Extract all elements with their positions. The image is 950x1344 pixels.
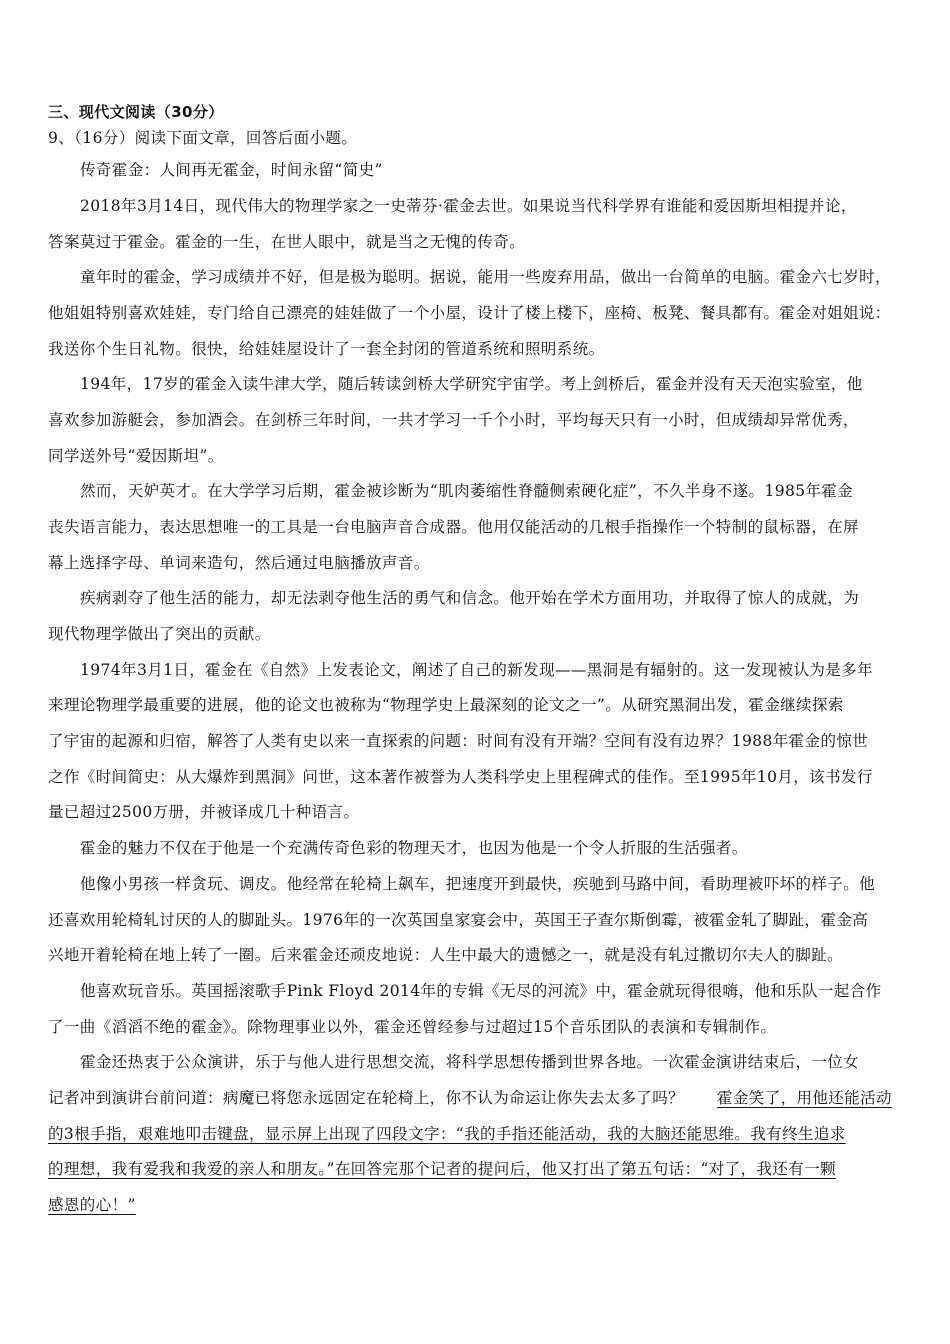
- paragraph-line: 了一曲《滔滔不绝的霍金》。除物理事业以外，霍金还曾经参与过超过15个音乐团队的表演和专辑制作。: [48, 1018, 777, 1036]
- underlined-text: 感恩的心！”: [48, 1196, 136, 1214]
- paragraph-line: 霍金的魅力不仅在于他是一个充满传奇色彩的物理天才，也因为他是一个令人折服的生活强者。: [80, 839, 748, 857]
- paragraph-line: 1974年3月1日，霍金在《自然》上发表论文，阐述了自己的新发现——黑洞是有辐射的。这一发现被认为是多年: [80, 661, 873, 679]
- paragraph-line: 194年，17岁的霍金入读牛津大学，随后转读剑桥大学研究宇宙学。考上剑桥后，霍金并没有天天泡实验室，他: [80, 375, 863, 393]
- paragraph-line: 量已超过2500万册，并被译成几十种语言。: [48, 803, 360, 821]
- paragraph-line: 了宇宙的起源和归宿，解答了人类有史以来一直探索的问题：时间有没有开端？空间有没有边界？1988年霍金的惊世: [48, 732, 869, 750]
- paragraph-line: 答案莫过于霍金。霍金的一生，在世人眼中，就是当之无愧的传奇。: [48, 233, 526, 251]
- underlined-text: 的理想，我有爱我和我爱的亲人和朋友。”在回答完那个记者的提问后，他又打出了第五句话：“对了，我还有一颗: [48, 1160, 837, 1178]
- underlined-text: 霍金笑了，用他还能活动: [717, 1089, 892, 1107]
- paragraph-line: 童年时的霍金，学习成绩并不好，但是极为聪明。据说，能用一些废弃用品，做出一台简单的电脑。霍金六七岁时，: [80, 268, 891, 286]
- paragraph-line: 还喜欢用轮椅轧讨厌的人的脚趾头。1976年的一次英国皇家宴会中，英国王子查尔斯倒霉，被霍金轧了脚趾，霍金高: [48, 911, 869, 929]
- question-line: 9、（16分）阅读下面文章，回答后面小题。: [48, 129, 358, 147]
- paragraph-line: 记者冲到演讲台前问道：病魔已将您永远固定在轮椅上，你不认为命运让你失去太多了吗？: [48, 1089, 685, 1107]
- paragraph-line: 我送你个生日礼物。很快，给娃娃屋设计了一套全封闭的管道系统和照明系统。: [48, 340, 605, 358]
- paragraph-line: 疾病剥夺了他生活的能力，却无法剥夺他生活的勇气和信念。他开始在学术方面用功，并取得了惊人的成就，为: [80, 589, 860, 607]
- article-title: 传奇霍金：人间再无霍金，时间永留“简史”: [80, 161, 383, 179]
- underlined-text: 的3根手指，艰难地叩击键盘，显示屏上出现了四段文字：“我的手指还能活动，我的大脑还能思维。我有终生追求: [48, 1125, 846, 1143]
- paragraph-line: 兴地开着轮椅在地上转了一圈。后来霍金还顽皮地说：人生中最大的遗憾之一，就是没有轧过撒切尔夫人的脚趾。: [48, 946, 844, 964]
- paragraph-line: 丧失语言能力，表达思想唯一的工具是一台电脑声音合成器。他用仅能活动的几根手指操作一个特制的鼠标器，在屏: [48, 518, 859, 536]
- paragraph-line: 他喜欢玩音乐。英国摇滚歌手Pink Floyd 2014年的专辑《无尽的河流》中，霍金就玩得很嗨，他和乐队一起合作: [80, 982, 882, 1000]
- paragraph-line: 然而，天妒英才。在大学学习后期，霍金被诊断为“肌肉萎缩性脊髓侧索硬化症”，不久半身不遂。1985年霍金: [80, 482, 854, 500]
- paragraph-line: 幕上选择字母、单词来造句，然后通过电脑播放声音。: [48, 554, 430, 572]
- paragraph-line: 同学送外号“爱因斯坦”。: [48, 447, 224, 465]
- paragraph-line: 现代物理学做出了突出的贡献。: [48, 625, 271, 643]
- paragraph-line: 2018年3月14日，现代伟大的物理学家之一史蒂芬·霍金去世。如果说当代科学界有谁能和爱因斯坦相提并论，: [80, 197, 857, 215]
- paragraph-line: 喜欢参加游艇会，参加酒会。在剑桥三年时间，一共才学习一千个小时，平均每天只有一小时，但成绩却异常优秀，: [48, 411, 859, 429]
- paragraph-line: 他姐姐特别喜欢娃娃，专门给自己漂亮的娃娃做了一个小屋，设计了楼上楼下，座椅、板凳、餐具都有。霍金对姐姐说：: [48, 304, 891, 322]
- paragraph-line: 他像小男孩一样贪玩、调皮。他经常在轮椅上飙车，把速度开到最快，疾驰到马路中间，看助理被吓坏的样子。他: [80, 875, 876, 893]
- section-title: 三、现代文阅读（30分）: [48, 103, 224, 121]
- paragraph-line: 之作《时间简史：从大爆炸到黑洞》问世，这本著作被誉为人类科学史上里程碑式的佳作。至1995年10月，该书发行: [48, 768, 873, 786]
- paragraph-line: 来理论物理学最重要的进展，他的论文也被称为“物理学史上最深刻的论文之一”。从研究黑洞出发，霍金继续探索: [48, 696, 844, 714]
- paragraph-line: 霍金还热衷于公众演讲，乐于与他人进行思想交流，将科学思想传播到世界各地。一次霍金演讲结束后，一位女: [80, 1053, 860, 1071]
